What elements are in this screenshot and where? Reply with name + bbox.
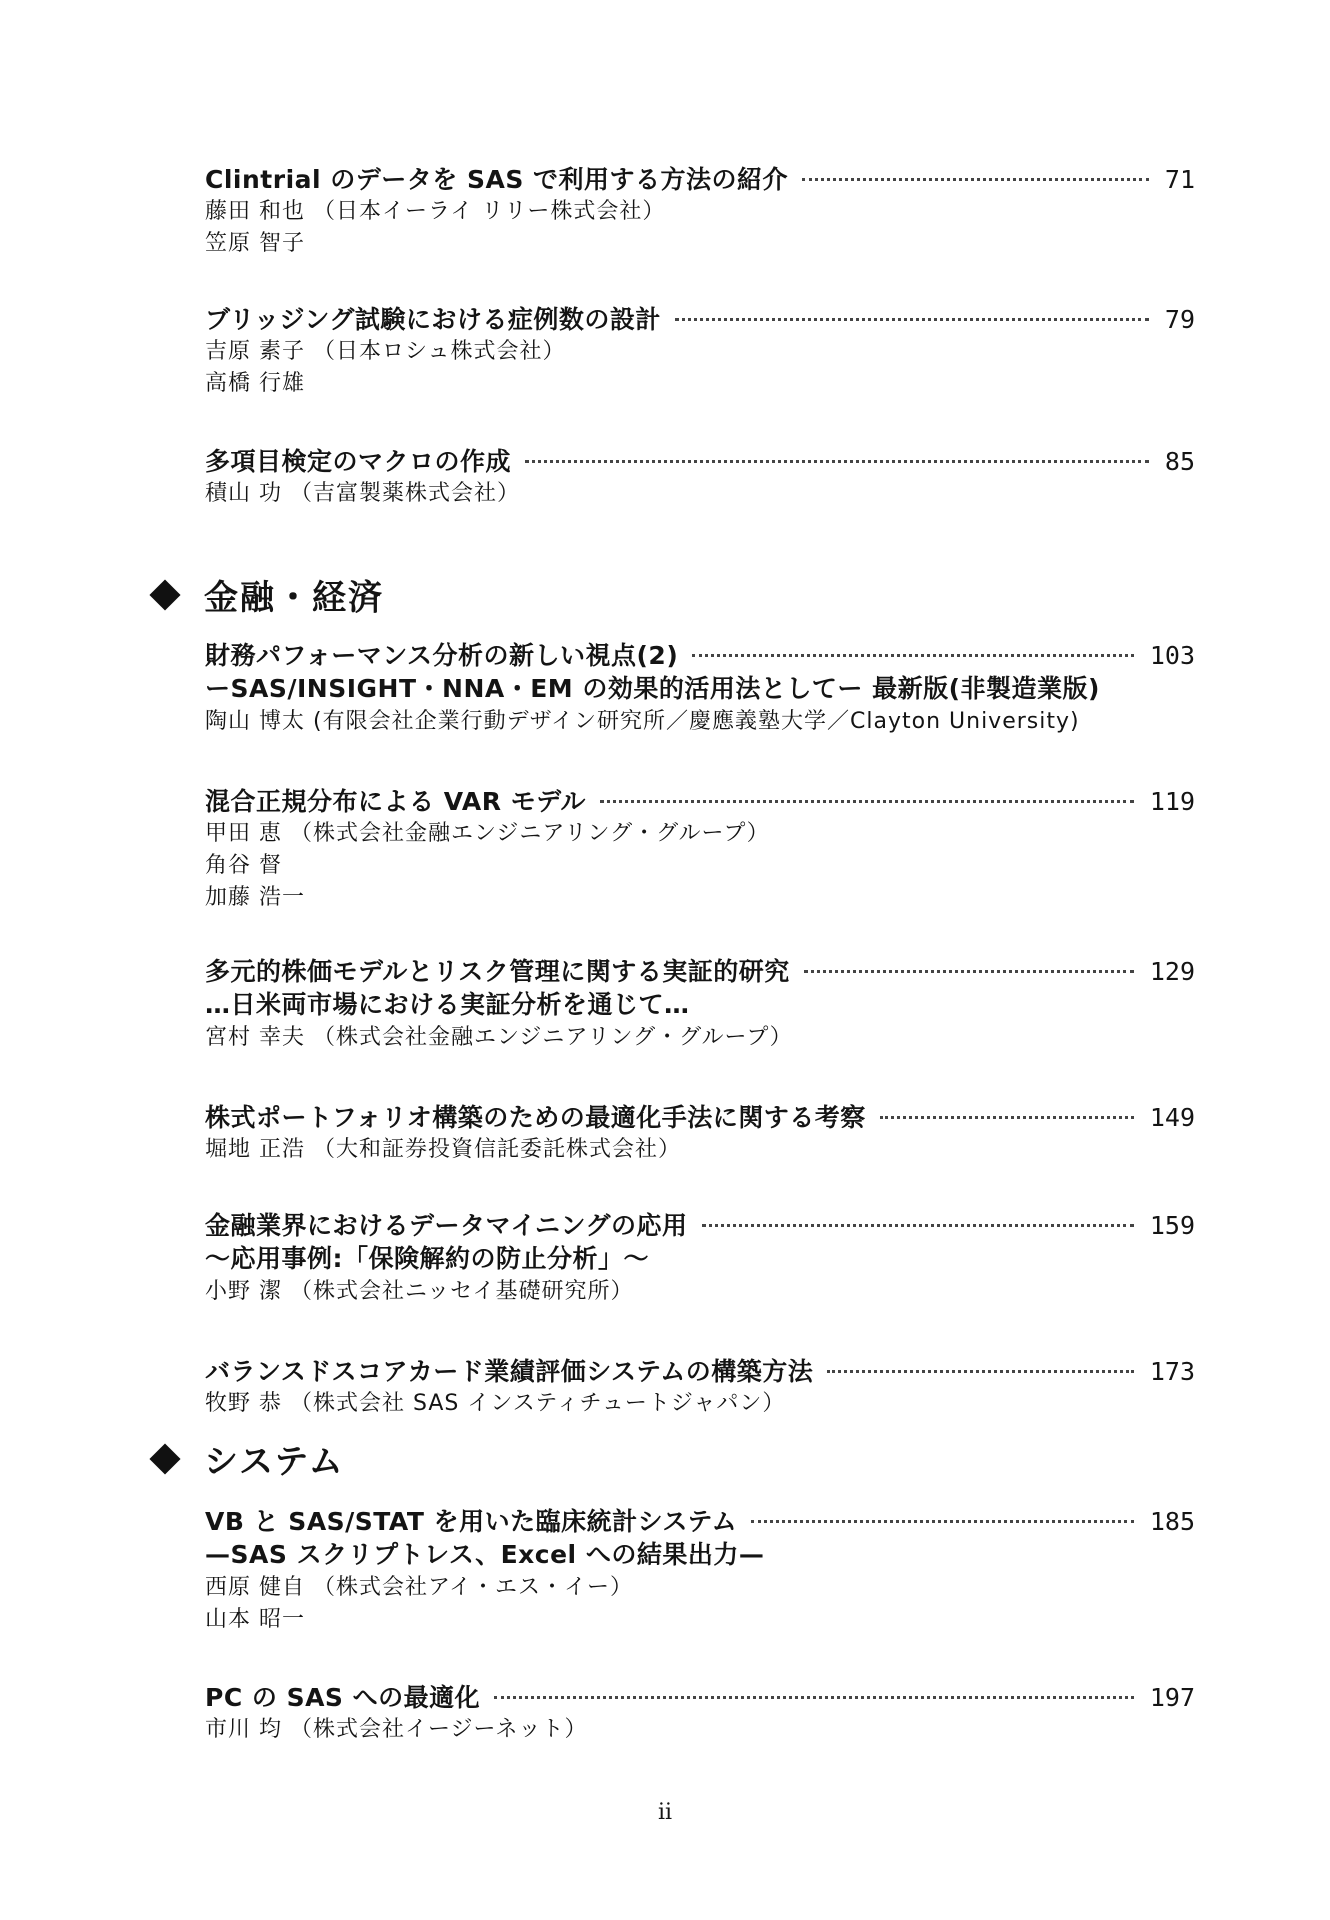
entry-title-line [205,952,1195,988]
entry-title: 財務パフォーマンス分析の新しい視点(2) [205,641,679,670]
entry-title-line [205,1502,1195,1538]
entry-title: 混合正規分布による VAR モデル [205,787,586,816]
entry-page: 129 [1149,957,1195,986]
entry-author: 角谷 督 [205,853,282,878]
entry-author: 山本 昭一 [205,1607,305,1632]
entry-author: 積山 功 （吉富製薬株式会社） [205,481,520,506]
entry-title-line [205,1098,1195,1134]
toc-entry [205,782,1195,914]
entry-page: 79 [1164,305,1195,334]
entry-author: 藤田 和也 （日本イーライ リリー株式会社） [205,199,666,224]
section-title: 金融・経済 [204,578,384,618]
section-heading [150,1434,345,1483]
leader-dots [880,1116,1134,1119]
entry-title: Clintrial のデータを SAS で利用する方法の紹介 [205,165,789,194]
entry-page: 85 [1164,447,1195,476]
entry-title: 多元的株価モデルとリスク管理に関する実証的研究 [205,957,790,986]
leader-dots [675,318,1149,321]
entry-title-line [205,160,1195,196]
entry-author: 小野 潔 （株式会社ニッセイ基礎研究所） [205,1279,634,1304]
leader-dots [692,654,1134,657]
entry-title-line [205,1352,1195,1388]
entry-subtitle: ーSAS/INSIGHT・NNA・EM の効果的活用法としてー 最新版(非製造業版) [205,674,1100,703]
entry-page: 103 [1149,641,1195,670]
leader-dots [804,970,1134,973]
entry-author: 甲田 恵 （株式会社金融エンジニアリング・グループ） [205,821,770,846]
toc-entry [205,300,1195,400]
entry-author: 西原 健自 （株式会社アイ・エス・イー） [205,1575,634,1600]
entry-title-line [205,1678,1195,1714]
toc-entry [205,1678,1195,1746]
leader-dots [494,1696,1134,1699]
entry-title-line [205,636,1195,672]
entry-title: 株式ポートフォリオ構築のための最適化手法に関する考察 [205,1103,866,1132]
entry-author: 高橋 行雄 [205,371,305,396]
entry-subtitle: ～応用事例:「保険解約の防止分析」～ [205,1244,649,1273]
toc-entry [205,160,1195,260]
entry-title: 金融業界におけるデータマイニングの応用 [205,1211,688,1240]
page-number: ii [657,1800,673,1825]
entry-author: 市川 均 （株式会社イージーネット） [205,1717,588,1742]
toc-entry [205,1206,1195,1308]
leader-dots [827,1370,1134,1373]
leader-dots [525,460,1149,463]
entry-author: 加藤 浩一 [205,885,305,910]
toc-entry [205,952,1195,1054]
entry-author: 堀地 正浩 （大和証券投資信託委託株式会社） [205,1137,681,1162]
toc-entry [205,1502,1195,1636]
section-title: システム [204,1442,345,1482]
entry-page: 149 [1149,1103,1195,1132]
entry-page: 173 [1149,1357,1195,1386]
entry-author: 吉原 素子 （日本ロシュ株式会社） [205,339,566,364]
entry-title-line [205,442,1195,478]
entry-page: 185 [1149,1507,1195,1536]
entry-subtitle: …日米両市場における実証分析を通じて… [205,990,690,1019]
leader-dots [802,178,1149,181]
toc-entry [205,442,1195,510]
entry-author: 牧野 恭 （株式会社 SAS インスティチュートジャパン） [205,1391,786,1416]
diamond-bullet-icon [149,1443,180,1474]
leader-dots [702,1224,1134,1227]
entry-page: 159 [1149,1211,1195,1240]
entry-author: 笠原 智子 [205,231,305,256]
entry-page: 197 [1149,1683,1195,1712]
entry-title: VB と SAS/STAT を用いた臨床統計システム [205,1507,738,1536]
entry-page: 71 [1164,165,1195,194]
entry-subtitle: —SAS スクリプトレス、Excel への結果出力— [205,1540,765,1569]
entry-title-line [205,782,1195,818]
toc-entry [205,636,1195,738]
entry-title-line [205,1206,1195,1242]
entry-page: 119 [1149,787,1195,816]
entry-title: 多項目検定のマクロの作成 [205,447,512,476]
entry-title-line [205,300,1195,336]
diamond-bullet-icon [149,579,180,610]
entry-title: PC の SAS への最適化 [205,1683,481,1712]
entry-title: バランスドスコアカード業績評価システムの構築方法 [205,1357,814,1386]
leader-dots [600,800,1134,803]
toc-entry [205,1352,1195,1420]
entry-author: 陶山 博太 (有限会社企業行動デザイン研究所／慶應義塾大学／Clayton University) [205,709,1080,734]
leader-dots [751,1520,1134,1523]
entry-author: 宮村 幸夫 （株式会社金融エンジニアリング・グループ） [205,1025,793,1050]
section-heading [150,570,384,619]
entry-title: ブリッジング試験における症例数の設計 [205,305,661,334]
toc-entry [205,1098,1195,1166]
